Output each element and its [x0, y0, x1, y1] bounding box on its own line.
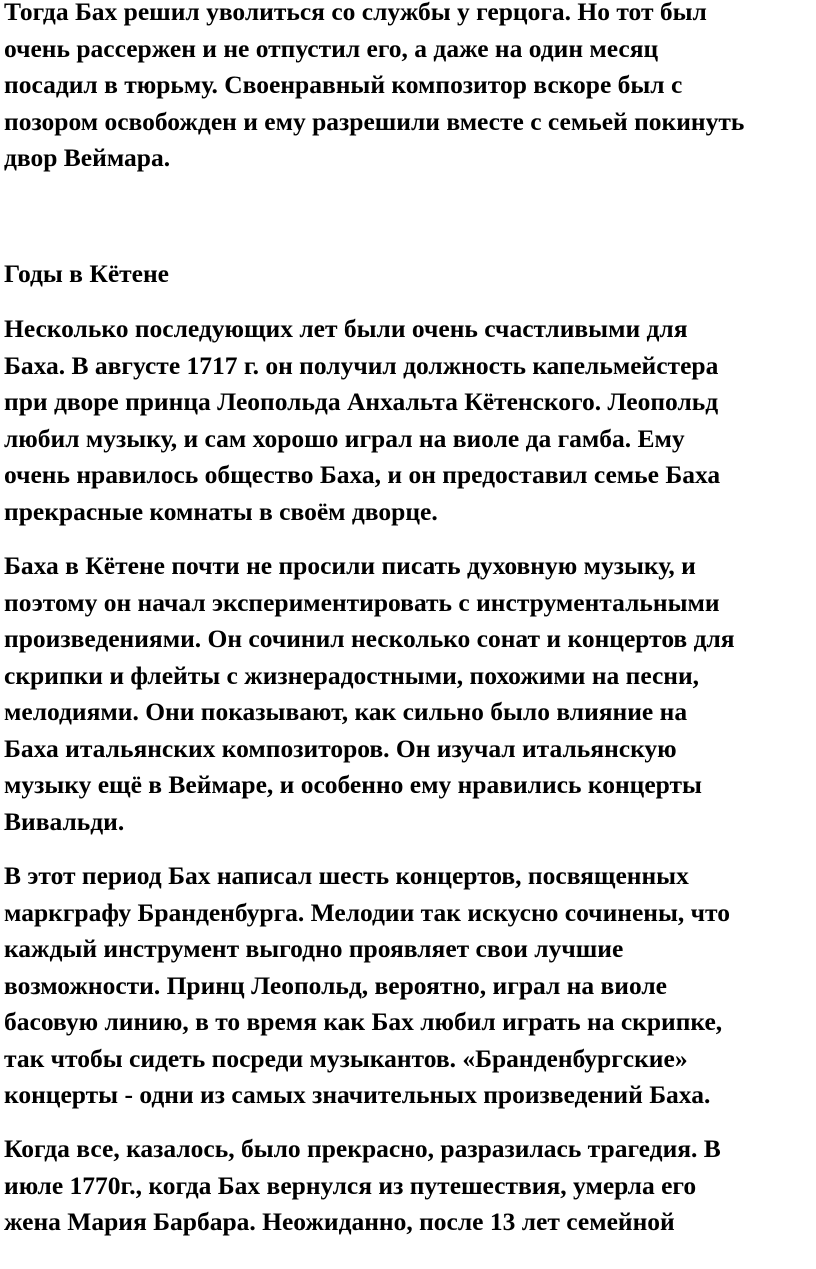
text-line: июле 1770г., когда Бах вернулся из путешествия, умерла его [4, 1170, 697, 1200]
text-line: Когда все, казалось, было прекрасно, разразилась трагедия. В [4, 1134, 721, 1163]
text-line: скрипки и флейты с жизнерадостными, похожими на песни, [4, 660, 700, 690]
text-line: посадил в тюрьму. Своенравный композитор вскоре был с [4, 70, 683, 99]
text-line: очень рассержен и не отпустил его, а даже на один месяц [4, 33, 659, 63]
paragraph-weimar-departure [4, 0, 816, 177]
text-line: произведениями. Он сочинил несколько сонат и концертов для [4, 624, 735, 653]
paragraph-koethen-years [4, 311, 816, 530]
text-line: жена Мария Барбара. Неожиданно, после 13 лет семейной [4, 1207, 675, 1236]
text-line: мелодиями. Они показывают, как сильно было влияние на [4, 697, 688, 726]
text-line: каждый инструмент выгодно проявляет свои лучшие [4, 934, 624, 963]
text-line: любил музыку, и сам хорошо играл на виоле да гамба. Ему [4, 423, 685, 453]
text-line: концерты - одни из самых значительных произведений Баха. [4, 1080, 711, 1109]
text-line: двор Веймара. [4, 143, 171, 172]
text-line: при дворе принца Леопольда Анхальта Кётенского. Леопольд [4, 387, 719, 416]
text-line: позором освобожден и ему разрешили вместе с семьей покинуть [4, 106, 745, 136]
text-line: прекрасные комнаты в своём дворце. [4, 496, 438, 526]
text-line: очень нравилось общество Баха, и он предоставил семье Баха [4, 460, 721, 489]
paragraph-brandenburg-concertos [4, 858, 816, 1114]
text-line: Вивальди. [4, 806, 125, 836]
text-line: Несколько последующих лет были очень счастливыми для [4, 314, 688, 343]
text-line: возможности. Принц Леопольд, вероятно, играл на виоле [4, 970, 667, 1000]
section-heading [4, 256, 816, 293]
text-line: Баха итальянских композиторов. Он изучал итальянскую [4, 733, 677, 763]
text-line: Баха. В августе 1717 г. он получил должность капельмейстера [4, 350, 719, 380]
text-line: Баха в Кётене почти не просили писать духовную музыку, и [4, 551, 696, 580]
paragraph-tragedy [4, 1131, 816, 1241]
text-line: В этот период Бах написал шесть концертов, посвященных [4, 861, 689, 890]
paragraph-instrumental-works [4, 548, 816, 840]
section-heading-text: Годы в Кётене [4, 259, 169, 288]
text-line: так чтобы сидеть посреди музыкантов. «Бранденбургские» [4, 1043, 688, 1073]
text-line: Тогда Бах решил уволиться со службы у герцога. Но тот был [4, 0, 707, 26]
text-line: музыку ещё в Веймаре, и особенно ему нравились концерты [4, 770, 702, 799]
text-line: поэтому он начал экспериментировать с инструментальными [4, 587, 720, 617]
text-line: маркграфу Бранденбурга. Мелодии так искусно сочинены, что [4, 897, 730, 927]
text-line: басовую линию, в то время как Бах любил играть на скрипке, [4, 1007, 723, 1036]
